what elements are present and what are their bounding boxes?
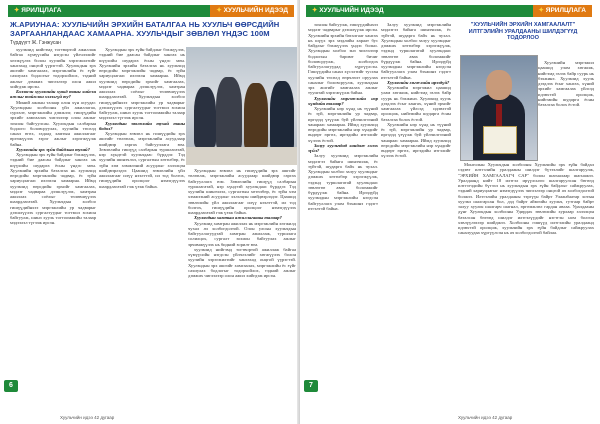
- body-paragraph: хуульчид нийгэмд тогтвортой ажиллаж байгаа хүмүүсийн нэгдсэн үйлчлэлийг хөгжүүлэх болон хуулийн хэрэгжилтийг хангахад онцгой үүрэгтэй. Хуульчдын эрх ашгийг хамгаалах, мэргэжлийн ёс зүйг сахиулах бодлогыг тодорхойлох, тэдний ажлыг дэмжих чиглэлээр олон ажил хийгдэж ирсэн.: [188, 246, 296, 278]
- body-paragraph: Хуульчийн нэр хүнд нь түүний ёс зүй, мэргэжлийн ур чадвар, иргэдэд үзүүлж буй үйлчилгээний чанараас хамаарна. Иймд хуульчид өөрсдийн мэргэжлийн нэр хүндийг өндөрт өргөх, иргэдийн итгэлийг хүлээх ёстой.: [308, 106, 378, 143]
- body-paragraph: Хуульчдын зөвлөл нь гишүүдийн эрх ашгийг төлөөлж, мэргэжлийн асуудлаар шийдвэр гаргах байгууллага юм. Зөвлөлийн гишүүд салбарын туршлагатай, нэр хүндтэй хуульчдаас бүрддэг. Тэд хуулийн шинэчлэл, сургалтын хөтөлбөр, ёс зүйн хэм хэмжээний асуудлыг хэлэлцэн шийдвэрлэдэг. Цаашид зөвлөлийн үйл ажиллагааг илүү нээлттэй, ил тод болгох, гишүүдийн оролцоог нэмэгдүүлэх шаардлагатай гэж үзэж байна.: [99, 131, 185, 189]
- person-figure: [270, 81, 294, 151]
- portrait-face: [486, 70, 512, 100]
- body-paragraph: Залуу хуульчид мэргэжлийн мэдлэгээ байнга шинэчилж, ёс зүйтэй, шударга байх нь чухал. Хуульчдын холбоо залуу хуульчдыг дэмжих хөтөлбөр хэрэгжүүлж, тэдэнд туршлагатай хуульчдаас зөвлөгөө авах боломжийг бүрдүүлж байна. Ирээдүйд хуульчдын мэргэжлийн нэгдсэн байгууллага улам бэхжинэ гэдэгт итгэлтэй байна.: [308, 153, 378, 211]
- body-paragraph: Хуульчийн нэр хүнд нь түүний ёс зүй, мэргэжлийн ур чадвар, иргэдэд үзүүлж буй үйлчилгээний чанараас хамаарна. Иймд хуульчид өөрсдийн мэргэжлийн нэр хүндийг өндөрт өргөх, иргэдийн итгэлийг хүлээх ёстой.: [381, 121, 451, 159]
- sidebox-title: "ХУУЛЬЧИЙН ЭРХИЙН ХАМГААЛАЛТ" ИЛТГЭЛИЙН УРАЛДААНЫ ШИЛДЭГҮҮД ТОДОРЛОО: [468, 22, 578, 41]
- right-section-right: ✦ ЯРИЛЦЛАГА: [533, 5, 592, 17]
- body-paragraph: Хуульчдын зөвлөл нь гишүүдийн эрх ашгийг төлөөлж, мэргэжлийн асуудлаар шийдвэр гаргах байгууллага юм. Зөвлөлийн гишүүд салбарын туршлагатай, нэр хүндтэй хуульчдаас бүрддэг. Тэд хуулийн шинэчлэл, сургалтын хөтөлбөр, ёс зүйн хэм хэмжээний асуудлыг хэлэлцэн шийдвэрлэдэг. Цаашид зөвлөлийн үйл ажиллагааг илүү нээлттэй, ил тод болгох, гишүүдийн оролцоог нэмэгдүүлэх шаардлагатай гэж үзэж байна.: [188, 168, 296, 215]
- body-paragraph: Хуульчдын эрх зүйн байдлыг бэхжүүлэх, тэдний бие даасан байдлыг хангах нь шүүхийн шударга ёсны үндэс мөн. Хуульчийн эрхийн баталгаа нь хуульчид өөрсдийн мэргэжлийн чадвар, ёс зүйн хариуцлагаас ихээхэн хамаарна. Иймд хуульчид өөрсдийн эрхийг хамгаалах, мэдлэг чадвараа дээшлүүлэх, хамтран ажиллах соёлыг төлөвшүүлэх шаардлагатай. Хуульчдын холбоо гишүүдийнхээ мэргэжлийн ур чадварыг дээшлүүлэх сургалтуудыг тогтмол зохион байгуулж, шинэ хууль тогтоомжийн талаар мэдээлэл түгээж ирсэн.: [99, 47, 185, 121]
- left-column-3: [188, 168, 296, 388]
- page-footer: Хуульчийн идээ 42 дугаар: [458, 415, 513, 420]
- body-paragraph: Миний ажлын талаар олон хүн асуудаг. Хуульчдын холбооны үйл ажиллагаа, сургалт, мэргэжлийн дэмжлэг, гишүүдийн эрхийг хамгаалах чиглэлээр олон ажлыг зохион байгуулсан. Хуульчдын салбарын бодлого боловсруулах, хуулийн төсөлд санал өгөх, гадаад хамтын ажиллагааг өргөжүүлэх зэрэг ажлыг хэрэгжүүлж байна.: [10, 99, 96, 147]
- byline: Түрдүүгт Ж. Гэнжусан: [10, 40, 61, 46]
- body-paragraph: зохион байгуулж, гишүүдийнхээ мэдлэг чадварыг дээшлүүлж ирсэн. Хуульчийн эрхийн баталгааг хангах нь шүүх эрх мэдлийн хараат бус байдлыг бэхжүүлэх үндэс болно. Хуульчдын холбоо энэ чиглэлээр бодлогын баримт бичиг боловсруулж, холбогдох байгууллагуудад хүргүүлсэн. Гишүүдийн санал хүсэлтийг тусган хуулийн төсөлд өөрчлөлт оруулах саналыг боловсруулж, хуульчдын эрх ашгийг хамгаалах ажлыг тууштай хэрэгжүүлж байна.: [308, 22, 378, 96]
- article-headline: Ж.АРИУНАА: ХУУЛЬЧИЙН ЭРХИЙН БАТАЛГАА НЬ ХУУЛЬЧ ӨӨРСДИЙН ЗАРГААНЛАНДААС ХАМААРНА. ХУУЛЬЧДЫГ ЗӨВЛӨЛ ҮНДЭС 100М: [10, 20, 280, 38]
- question-heading: Залуу хуульчдад хандаж хэлэх зүйл?: [308, 142, 378, 153]
- question-heading: Хуульчийн хөгжлийн ирээдүй?: [387, 79, 450, 85]
- right-column-1: [308, 22, 378, 384]
- question-heading: Бэлэвсэн хуульчийн хувьд таны хийсэн ажлыг тоймлон хэлэхгүй юу?: [10, 89, 96, 100]
- page-number: 6: [4, 380, 18, 392]
- right-column-2: [381, 22, 451, 384]
- sidebox-column-a: [538, 60, 594, 160]
- question-heading: Хуульчдын зөвлөлийн тухай таны бодол?: [99, 120, 185, 131]
- table-surface: [186, 147, 298, 165]
- body-paragraph: хуульчид нийгэмд тогтвортой ажиллаж байгаа хүмүүсийн нэгдсэн үйлчлэлийг хөгжүүлэх болон хуулийн хэрэгжилтийг хангахад онцгой үүрэгтэй. Хуульчдын эрх ашгийг хамгаалах, мэргэжлийн ёс зүйг сахиулах бодлогыг тодорхойлох, тэдний ажлыг дэмжих чиглэлээр олон ажил хийгдэж ирсэн.: [10, 47, 96, 89]
- sidebox-text: Монголын Хуульчдын холбооны Хуульчийн эрх зүйн байдал сэдэвт илтгэлийн уралдааны шилдэг бүтээлийг шалгаруулж, "ЭРХИЙН ХАМГААЛАГЧ САР" болон шагналаар шагнажээ. Уралдаанд нийт 18 илтгэл ирүүлснээс шалгаруулсан бөгөөд илтгэгчдийн бүтээл нь хуульчдын эрх зүйн байдлыг сайжруулах, тэдний хариуцлагыг нэмэгдүүлэх чиглэлээр онцгой ач холбогдолтой болжээ. Илтгэлийн уралдааны тэргүүн байрт Улаанбаатар хотын хуульч шалгарсан бол, дэд байрт аймгийн хуульч, гутгаар байрт залуу хуульч шалгарч шагнал, өргөмжлөл гардан авлаа. Уралдааны дүнг Хуульчдын холбооны Удирдах зөвлөлийн хурлаар хэлэлцэн баталсан бөгөөд шилдэг илтгэлүүдийг нэгтгэн ном болгон хэвлүүлэхээр шийджээ. Холбооны гишүүд илтгэлийн уралдаанд идэвхтэй оролцож, хуульчийн эрх зүйн байдлыг сайжруулах саналуудаа хүргүүлсэн нь ач холбогдолтой байлаа.: [458, 162, 594, 236]
- award-portrait-photo: [460, 55, 538, 161]
- body-paragraph: Хуульчийн мэргэжил цаашид улам хөгжиж, нийгэмд эзлэх байр суурь нь бэхжинэ. Хуульчид хууль дээдлэх ёсыг хангах, хүний эрхийг хамгаалах үйлсэд идэвхтэй оролцож, нийгмийн шударга ёсны баталгаа болох ёстой.: [381, 85, 451, 122]
- left-section-right: ✦ ХУУЛЬЧИЙН ИДЭЭД: [210, 5, 294, 17]
- left-header-band: [8, 5, 294, 17]
- left-column-1: [10, 47, 96, 387]
- right-section-label: ✦ ХУУЛЬЧИЙН ИДЭЭД: [312, 7, 384, 14]
- body-paragraph: Хуульчийн мэргэжил цаашид улам хөгжиж, нийгэмд эзлэх байр суурь нь бэхжинэ. Хуульчид хууль дээдлэх ёсыг хангах, хүний эрхийг хамгаалах үйлсэд идэвхтэй оролцож, нийгмийн шударга ёсны баталгаа болох ёстой.: [538, 60, 594, 107]
- body-paragraph: Хуульчдын эрх зүйн байдлыг бэхжүүлэх, тэдний бие даасан байдлыг хангах нь шүүхийн шударга ёсны үндэс мөн. Хуульчийн эрхийн баталгаа нь хуульчид өөрсдийн мэргэжлийн чадвар, ёс зүйн хариуцлагаас ихээхэн хамаарна. Иймд хуульчид өөрсдийн эрхийг хамгаалах, мэдлэг чадвараа дээшлүүлэх, хамтран ажиллах соёлыг төлөвшүүлэх шаардлагатай. Хуульчдын холбоо гишүүдийнхээ мэргэжлийн ур чадварыг дээшлүүлэх сургалтуудыг тогтмол зохион байгуулж, шинэ хууль тогтоомжийн талаар мэдээлэл түгээж ирсэн.: [10, 152, 96, 226]
- body-paragraph: Хуульчид хамтран ажиллах нь мэргэжлийн хөгжилд чухал ач холбогдолтой. Олон улсын хуульчдын байгууллагуудтай хамтран ажиллаж, туршлага солилцох, сургалт зохион байгуулах ажлыг эрчимжүүлэх нь бидний зорилт юм.: [188, 220, 296, 247]
- question-heading: Хуульчдын хамтын ажиллагааны талаар?: [194, 215, 282, 221]
- question-heading: Хуульчийн эрх зүйн байдлын тухай?: [16, 146, 90, 152]
- certificate: [483, 126, 517, 154]
- page-number: 7: [304, 380, 318, 392]
- page-footer: Хуульчийн идээ 42 дугаар: [60, 415, 115, 420]
- question-heading: Хуульчийн мэргэжлийн нэр хүндийн талаар?: [308, 95, 378, 106]
- body-paragraph: Залуу хуульчид мэргэжлийн мэдлэгээ байнга шинэчилж, ёс зүйтэй, шударга байх нь чухал. Хуульчдын холбоо залуу хуульчдыг дэмжих хөтөлбөр хэрэгжүүлж, тэдэнд туршлагатай хуульчдаас зөвлөгөө авах боломжийг бүрдүүлж байна. Ирээдүйд хуульчдын мэргэжлийн нэгдсэн байгууллага улам бэхжинэ гэдэгт итгэлтэй байна.: [381, 22, 451, 80]
- left-column-2: [99, 47, 185, 387]
- person-figure: [244, 83, 268, 149]
- person-figure: [194, 87, 216, 147]
- sidebox-column-b: [458, 162, 594, 388]
- meeting-photo: [186, 47, 298, 165]
- person-figure: [216, 77, 242, 149]
- left-section-label: ✦ ЯРИЛЦЛАГА: [14, 7, 62, 14]
- right-header-band: [306, 5, 592, 17]
- right-page: [300, 0, 600, 424]
